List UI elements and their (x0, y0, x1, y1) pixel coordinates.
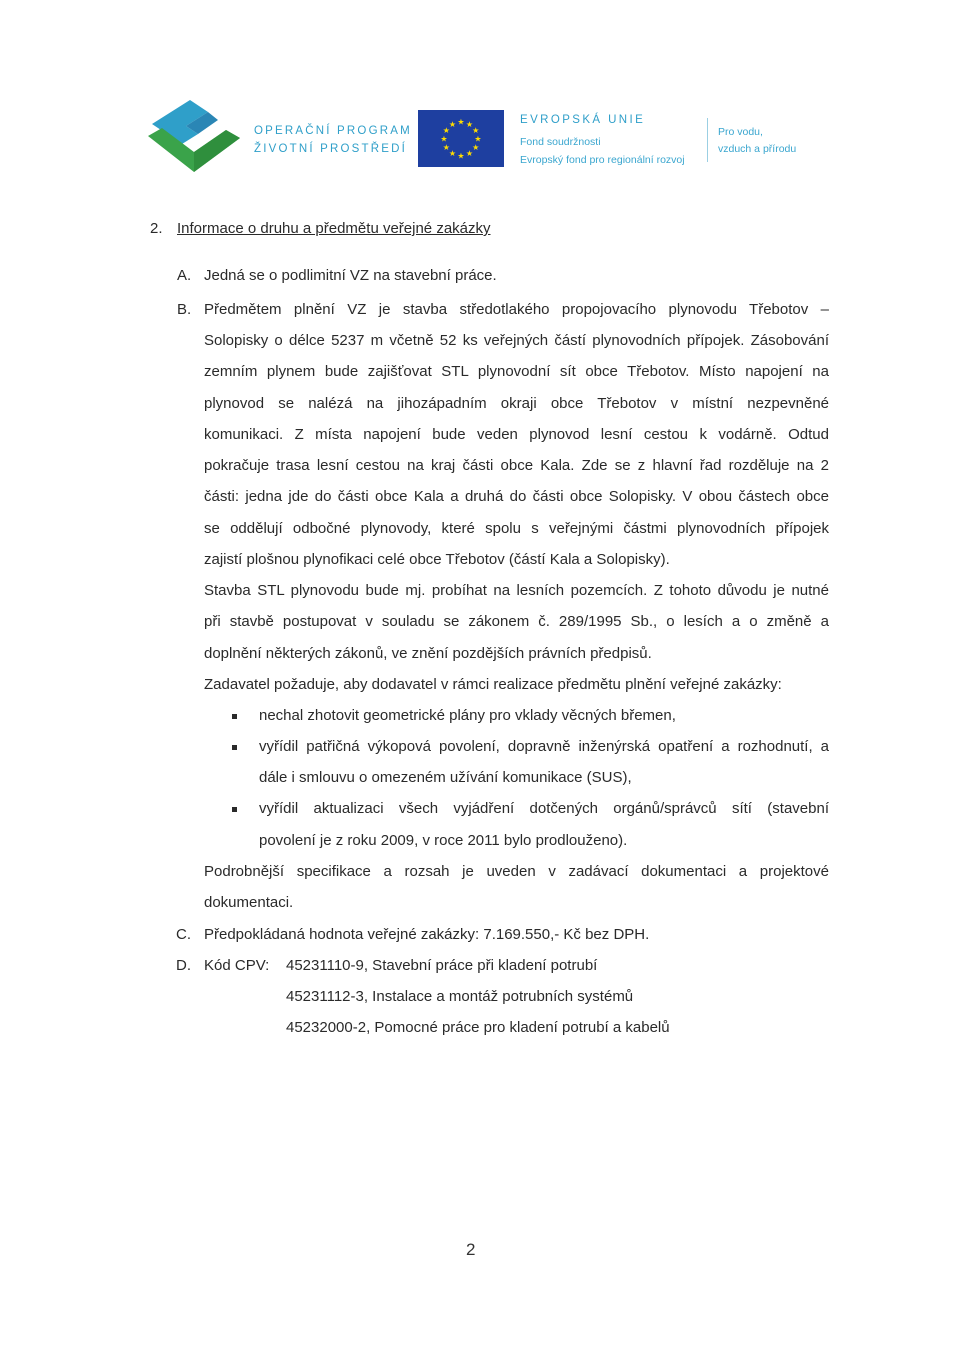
cpv-code: 45231112-3, Instalace a montáž potrubních systémů (286, 988, 634, 1005)
document-header (0, 0, 960, 190)
slogan (718, 124, 796, 158)
cpv-label: Kód CPV: (204, 957, 270, 974)
item-b-line: zajistí plošnou plynofikaci celé obce Třebotov (částí Kala a Solopisky). (204, 551, 670, 568)
bullet-marker (232, 745, 237, 750)
item-b-line: doplnění některých zákonů, ve znění pozdějších právních předpisů. (204, 645, 652, 662)
item-c-label: C. (176, 926, 191, 943)
item-b-line: plynovod se nalézá na jihozápadním okraji obce Třebotov v místní nezpevněné (204, 395, 829, 412)
eu-star-icon: ★ (440, 134, 448, 144)
eu-star-icon: ★ (474, 134, 482, 144)
item-b-line: Zadavatel požaduje, aby dodavatel v rámci realizace předmětu plnění veřejné zakázky: (204, 676, 782, 693)
eu-star-icon: ★ (457, 151, 465, 161)
item-c-text: Předpokládaná hodnota veřejné zakázky: 7.169.550,- Kč bez DPH. (204, 926, 650, 943)
item-b-line: zemním plynem bude zajišťovat STL plynovodní sít obce Třebotov. Místo napojení na (204, 363, 829, 380)
slogan-line2: vzduch a přírodu (718, 143, 797, 155)
eu-star-icon: ★ (472, 126, 480, 135)
cpv-code: 45231110-9, Stavební práce při kladení potrubí (286, 957, 598, 974)
closing-line: Podrobnější specifikace a rozsah je uveden v zadávací dokumentaci a projektové (204, 863, 829, 880)
eu-star-icon: ★ (465, 119, 474, 129)
eu-star-icon: ★ (442, 126, 450, 135)
eu-funds (520, 133, 685, 169)
item-b-line: Předmětem plnění VZ je stavba středotlakého propojovacího plynovodu Třebotov – (204, 301, 829, 318)
header-divider (707, 118, 708, 162)
eu-star-icon: ★ (448, 149, 457, 159)
programme-name (254, 122, 412, 158)
closing-line: dokumentaci. (204, 894, 294, 911)
item-d-label: D. (176, 957, 191, 974)
bullet-marker (232, 807, 237, 812)
item-b-line: pokračuje trasa lesní cestou na kraj části obce Kala. Zde se z hlavní řad rozděluje na 2 (204, 457, 829, 474)
slogan-line1: Pro vodu, (718, 126, 763, 138)
item-b-line: komunikaci. Z místa napojení bude veden plynovod lesní cestou k vodárně. Odtud (204, 426, 829, 443)
item-a-text: Jedná se o podlimitní VZ na stavební práce. (204, 267, 497, 284)
operational-programme-logo (146, 100, 242, 174)
cpv-code: 45232000-2, Pomocné práce pro kladení potrubí a kabelů (286, 1019, 670, 1036)
bullet-marker (232, 714, 237, 719)
item-b-line: Solopisky o délce 5237 m včetně 52 ks veřejných částí plynovodních přípojek. Zásobování (204, 332, 829, 349)
item-b-line: části: jedna jde do části obce Kala a druhá do části obce Solopisky. V obou částech obce (204, 488, 829, 505)
eu-fund-regional: Evropský fond pro regionální rozvoj (520, 154, 685, 166)
item-b-line: se oddělují odbočné plynovody, které spolu s veřejnými částmi plynovodních přípojek (204, 520, 829, 537)
bullet-text-continued: povolení je z roku 2009, v roce 2011 bylo prodlouženo). (259, 832, 628, 849)
eu-star-icon: ★ (457, 117, 465, 127)
eu-star-icon: ★ (465, 149, 474, 159)
eu-star-icon: ★ (448, 119, 457, 129)
item-b-line: při stavbě postupovat v souladu se zákonem č. 289/1995 Sb., o lesích a o změně a (204, 613, 829, 630)
eu-star-icon: ★ (442, 143, 450, 152)
eu-star-icon: ★ (472, 143, 480, 152)
item-b-label: B. (177, 301, 192, 318)
section-number: 2. (150, 220, 163, 237)
bullet-text: nechal zhotovit geometrické plány pro vklady věcných břemen, (259, 707, 676, 724)
programme-name-line1: OPERAČNÍ PROGRAM (254, 125, 412, 137)
eu-title: EVROPSKÁ UNIE (520, 114, 646, 126)
item-b-line: Stavba STL plynovodu bude mj. probíhat na lesních pozemcích. Z tohoto důvodu je nutné (204, 582, 829, 599)
section-title: Informace o druhu a předmětu veřejné zakázky (177, 220, 491, 237)
item-a-label: A. (177, 267, 192, 284)
bullet-text: vyřídil patřičná výkopová povolení, dopravně inženýrská opatření a rozhodnutí, a (259, 738, 829, 755)
eu-flag-icon (418, 110, 504, 167)
programme-name-line2: ŽIVOTNÍ PROSTŘEDÍ (254, 143, 408, 155)
eu-fund-cohesion: Fond soudržnosti (520, 136, 601, 148)
bullet-text-continued: dále i smlouvu o omezeném užívání komunikace (SUS), (259, 769, 632, 786)
page-number: 2 (466, 1240, 476, 1259)
bullet-text: vyřídil aktualizaci všech vyjádření dotčených orgánů/správců sítí (stavební (259, 800, 829, 817)
